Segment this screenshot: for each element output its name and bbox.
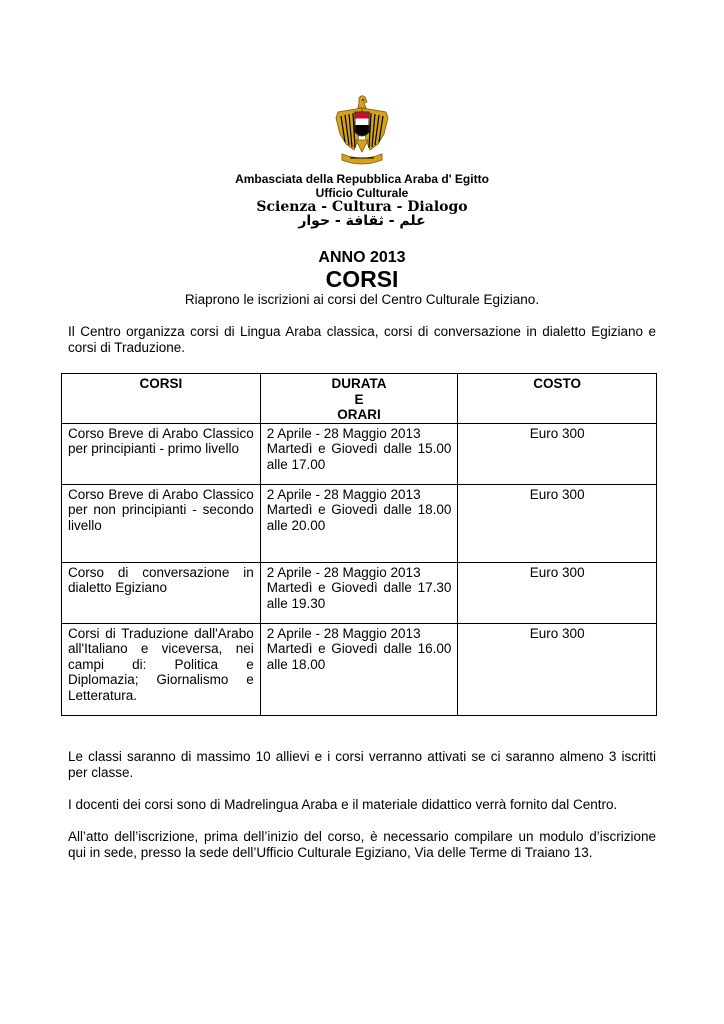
course-times: Martedì e Giovedì dalle 17.30 alle 19.30 — [266, 580, 452, 611]
teachers-note: I docenti dei corsi sono di Madrelingua Araba e il materiale didattico verrà fornito dal Centro. — [68, 797, 618, 812]
courses-table — [61, 373, 657, 716]
table-row — [62, 484, 657, 562]
intro-paragraph: Il Centro organizza corsi di Lingua Araba classica, corsi di conversazione in dialetto Egiziano e corsi di Traduzione. — [68, 324, 656, 355]
header-duration-line1: DURATA — [331, 376, 387, 391]
page-title: CORSI — [325, 266, 399, 292]
table-row — [62, 423, 657, 484]
table-header-row — [62, 374, 657, 424]
course-cost: Euro 300 — [458, 484, 657, 562]
header-courses: CORSI — [62, 374, 261, 424]
course-dates: 2 Aprile - 28 Maggio 2013 — [266, 486, 421, 502]
eagle-emblem-icon — [332, 94, 392, 166]
motto-arabic: علم - ثقافة - حوار — [298, 213, 426, 229]
course-name: Corso Breve di Arabo Classico per principianti - primo livello — [62, 423, 261, 484]
course-cost: Euro 300 — [458, 423, 657, 484]
year-heading: ANNO 2013 — [318, 249, 406, 266]
embassy-name: Ambasciata della Repubblica Araba d' Egitto — [235, 172, 489, 186]
course-cost: Euro 300 — [458, 562, 657, 623]
classes-note: Le classi saranno di massimo 10 allievi e i corsi verranno attivati se ci saranno almeno 3 iscritti per classe. — [68, 749, 656, 780]
subtitle: Riaprono le iscrizioni ai corsi del Centro Culturale Egiziano. — [184, 292, 540, 307]
course-cost: Euro 300 — [458, 623, 657, 715]
course-name: Corso di conversazione in dialetto Egiziano — [62, 562, 261, 623]
course-schedule — [260, 423, 458, 484]
table-row — [62, 562, 657, 623]
header-duration-line3: ORARI — [337, 407, 381, 422]
office-name: Ufficio Culturale — [315, 186, 409, 200]
table-row — [62, 623, 657, 715]
header-duration-line2: E — [354, 391, 364, 407]
course-schedule — [260, 562, 458, 623]
motto: Scienza - Cultura - Dialogo — [256, 199, 468, 215]
header-duration — [260, 374, 458, 424]
eagle-of-saladin-emblem — [332, 94, 392, 166]
course-times: Martedì e Giovedì dalle 15.00 alle 17.00 — [266, 441, 452, 472]
course-times: Martedì e Giovedì dalle 18.00 alle 20.00 — [266, 502, 452, 533]
course-dates: 2 Aprile - 28 Maggio 2013 — [266, 425, 421, 441]
course-name: Corso Breve di Arabo Classico per non principianti - secondo livello — [62, 484, 261, 562]
course-dates: 2 Aprile - 28 Maggio 2013 — [266, 625, 421, 641]
registration-note: All’atto dell’iscrizione, prima dell’inizio del corso, è necessario compilare un modulo d’iscrizione qui in sede, presso la sede dell’Ufficio Culturale Egiziano, Via delle Terme di Traiano 13. — [68, 829, 656, 860]
course-schedule — [260, 623, 458, 715]
course-schedule — [260, 484, 458, 562]
header-cost: COSTO — [458, 374, 657, 424]
course-times: Martedì e Giovedì dalle 16.00 alle 18.00 — [266, 641, 452, 672]
course-name: Corsi di Traduzione dall'Arabo all'Italiano e viceversa, nei campi di: Politica e Diplomazia; Giornalismo e Letteratura. — [62, 623, 261, 715]
course-dates: 2 Aprile - 28 Maggio 2013 — [266, 564, 421, 580]
